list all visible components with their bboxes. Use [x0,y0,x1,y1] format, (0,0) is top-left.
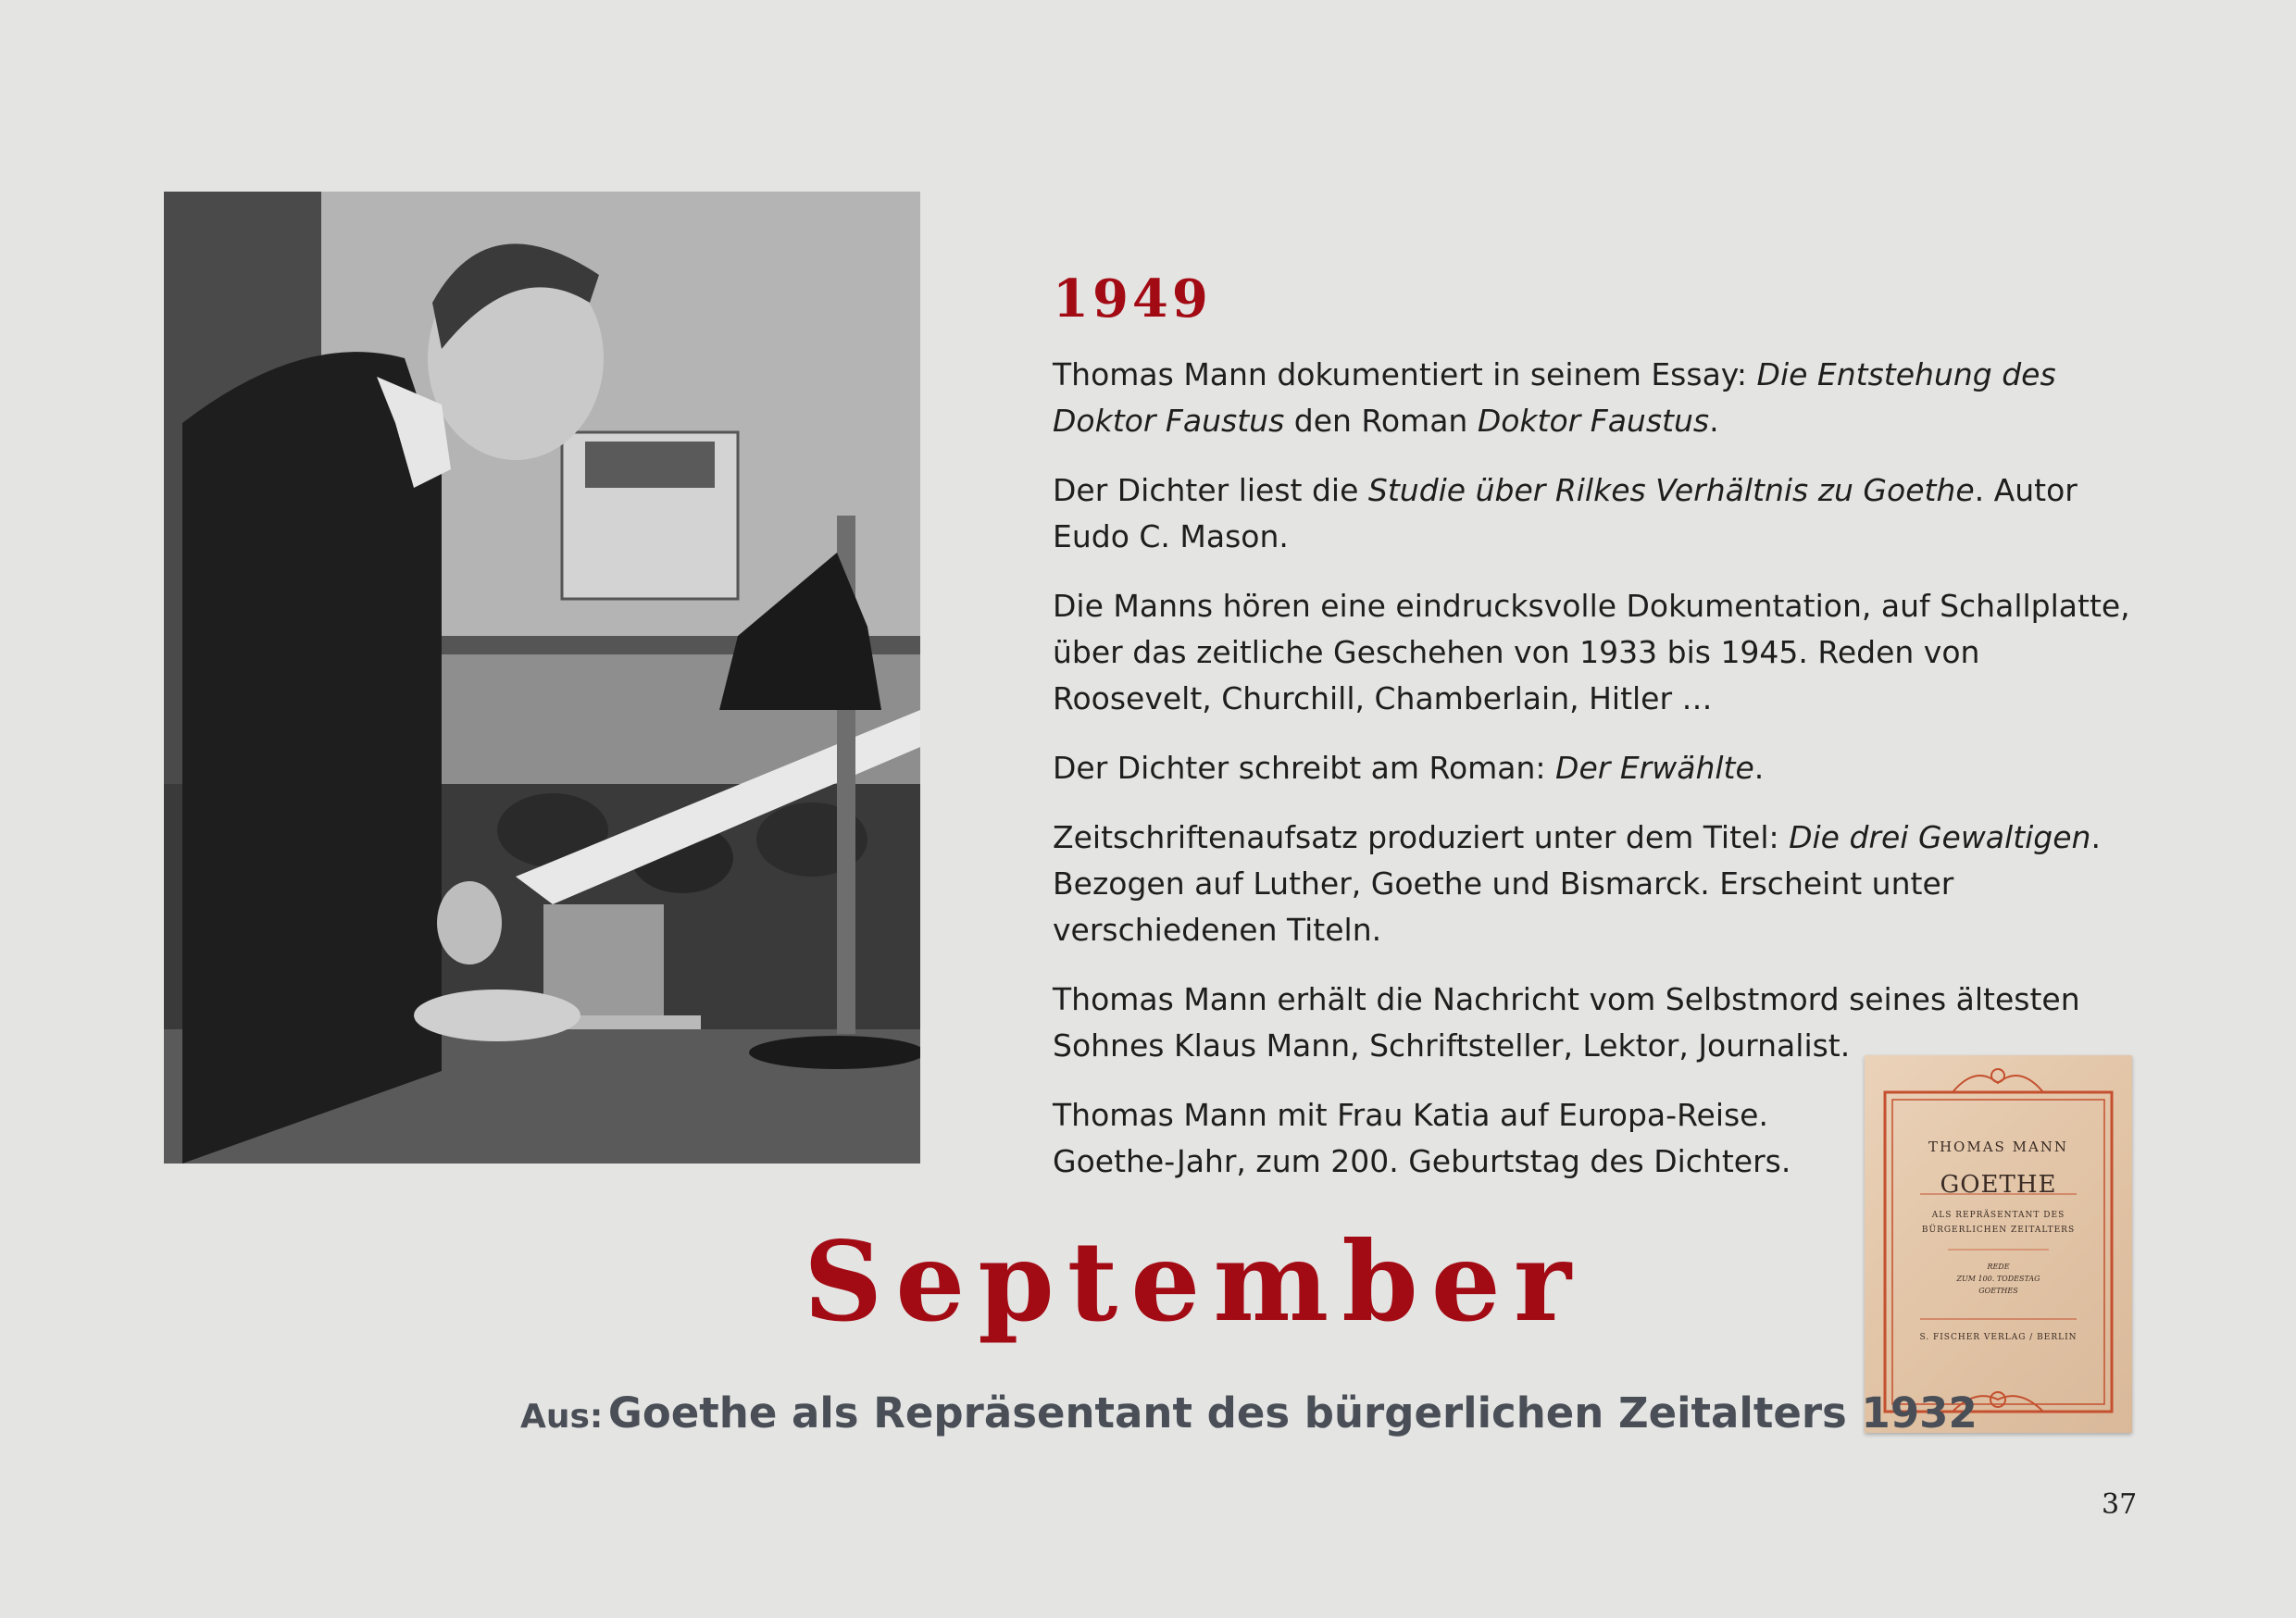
entry [1053,745,2136,791]
entry-title-text: Der Erwählte [1555,750,1754,786]
cover-publisher: S. FISCHER VERLAG / BERLIN [1919,1333,2078,1342]
entry-text: Thomas Mann mit Frau Katia auf Europa-Reise. Goethe-Jahr, zum 200. Geburtstag des Dichters. [1053,1097,1791,1179]
cover-title: GOETHE [1940,1171,2057,1199]
entry-text: . [1753,750,1765,786]
entry-text: den Roman [1284,403,1478,439]
cover-subtitle-line: BÜRGERLICHEN ZEITALTERS [1921,1226,2076,1235]
entry-text: Zeitschriftenaufsatz produziert unter dem Titel: [1053,819,1790,855]
entry-title-text: Die drei Gewaltigen [1789,819,2091,855]
cover-note-line: REDE [1987,1263,2010,1271]
source-prefix: Aus: [520,1398,604,1436]
entry-text: . [1709,403,1719,439]
entry-text: Die Manns hören eine eindrucksvolle Dokumentation, auf Schallplatte, über das zeitliche Geschehen von 1933 bis 1945. Reden von Roosevelt, Churchill, Chamberlain, Hitler … [1053,588,2130,716]
entry-text: . Autor Eudo C. Mason. [1053,472,2078,554]
entry-text: Der Dichter schreibt am Roman: [1053,750,1556,786]
entry-text: Thomas Mann dokumentiert in seinem Essay: [1053,356,1757,392]
entry [1053,1092,1793,1185]
page-number: 37 [2102,1488,2138,1521]
entry-text: Thomas Mann erhält die Nachricht vom Selbstmord seines ältesten Sohnes Klaus Mann, Schriftsteller, Lektor, Journalist. [1053,981,2080,1064]
year-heading: 1949 [1053,268,1212,330]
month-heading: September [804,1217,1584,1346]
entry-text: . Bezogen auf Luther, Goethe und Bismarck. Erscheint unter verschiedenen Titeln. [1053,819,2101,948]
entry [1053,352,2136,444]
cover-ornament-frame [1865,1055,2132,1433]
cover-note-line: ZUM 100. TODESTAG [1956,1275,2040,1283]
entry-title-text: Doktor Faustus [1477,403,1710,439]
entry-title-text: Die Entstehung des Doktor Faustus [1053,356,2056,439]
entry [1053,583,2136,722]
source-title: Goethe als Repräsentant des bürgerlichen Zeitalters 1932 [607,1388,1978,1438]
cover-author: THOMAS MANN [1928,1139,2069,1155]
photo-illustration [164,192,920,1164]
entry-text: Der Dichter liest die [1053,472,1368,508]
cover-note-line: GOETHES [1978,1287,2018,1295]
entry [1053,467,2136,560]
book-cover [1865,1055,2132,1433]
cover-subtitle-line: ALS REPRÄSENTANT DES [1931,1211,2065,1220]
source-line [520,1388,1978,1438]
entry-title-text: Studie über Rilkes Verhältnis zu Goethe [1367,472,1975,508]
entry [1053,815,2136,953]
author-photo [164,192,920,1164]
